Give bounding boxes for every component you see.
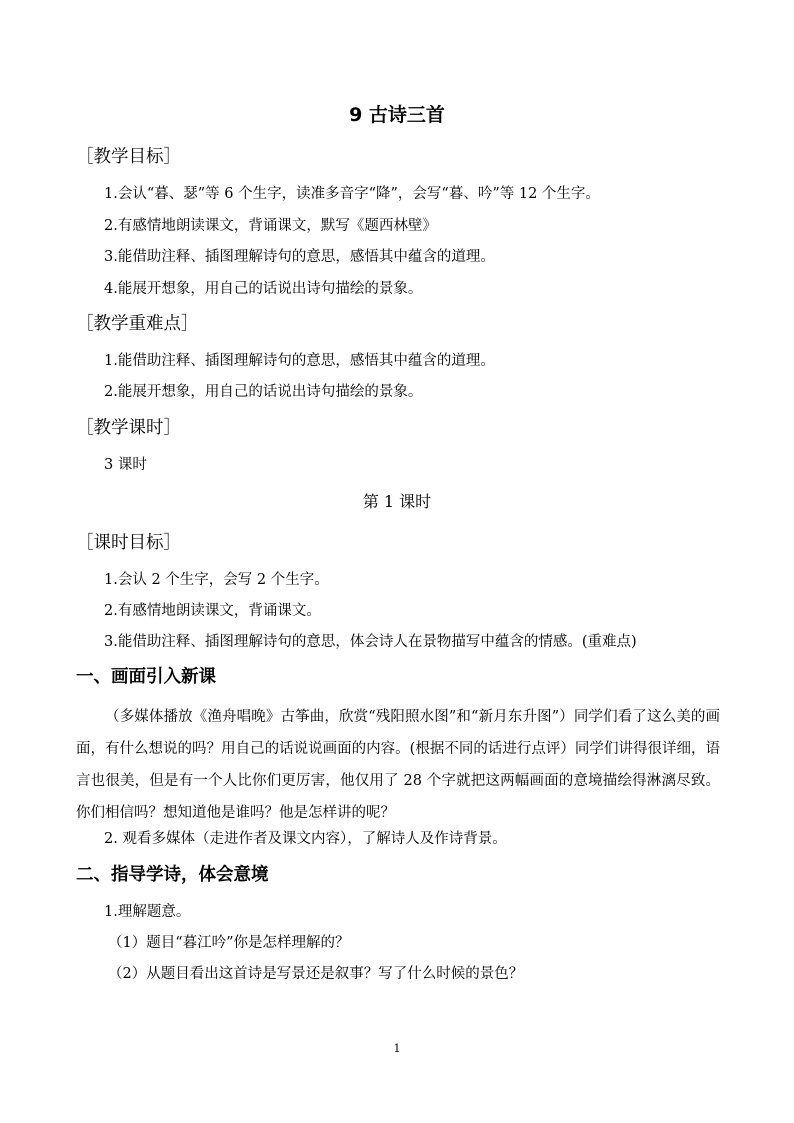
section-one-item: 2. 观看多媒体（走进作者及课文内容），了解诗人及作诗背景。 [104, 831, 507, 847]
goal-item: 3.能借助注释、插图理解诗句的意思，感悟其中蕴含的道理。 [104, 249, 495, 265]
section-one-heading: 一、画面引入新课 [76, 667, 216, 687]
lesson-goal-item: 1.会认 2 个生字，会写 2 个生字。 [104, 572, 329, 588]
class-hours-heading: ［教学课时］ [76, 418, 181, 438]
key-points-heading: ［教学重难点］ [76, 314, 199, 334]
page-number: 1 [393, 1042, 401, 1055]
section-two-item: 1.理解题意。 [104, 904, 191, 920]
goal-item: 1.会认“暮、瑟”等 6 个生字，读准多音字“降”，会写“暮、吟”等 12 个生字。 [104, 186, 600, 202]
lesson-goals-heading: ［课时目标］ [76, 533, 181, 553]
question-item: （2）从题目看出这首诗是写景还是叙事？写了什么时候的景色？ [108, 966, 524, 982]
key-point-item: 1.能借助注释、插图理解诗句的意思，感悟其中蕴含的道理。 [104, 353, 495, 369]
goal-item: 4.能展开想象，用自己的话说出诗句描绘的景象。 [104, 281, 423, 297]
key-point-item: 2.能展开想象，用自己的话说出诗句描绘的景象。 [104, 384, 423, 400]
class-hours-value: 3 课时 [104, 457, 147, 473]
document-title: 9 古诗三首 [349, 104, 445, 126]
section-two-heading: 二、指导学诗，体会意境 [76, 865, 269, 885]
lesson-goal-item: 2.有感情地朗读课文，背诵课文。 [104, 603, 321, 619]
question-item: （1）题目“暮江吟”你是怎样理解的？ [108, 935, 350, 951]
goal-item: 2.有感情地朗读课文，背诵课文，默写《题西林壁》 [104, 218, 437, 234]
teaching-goals-heading: ［教学目标］ [76, 147, 181, 167]
intro-paragraph: （多媒体播放《渔舟唱晚》古筝曲，欣赏“残阳照水图”和“新月东升图”）同学们看了这么美的画面，有什么想说的吗？用自己的话说说画面的内容。(根据不同的话进行点评）同学们讲得很详细，语言也很美，但是有一个人比你们更厉害，他仅用了 28 个字就把这两幅画面的意境描绘得淋漓尽致。你们相信吗？想知道他是谁吗？他是怎样讲的呢？ [76, 709, 720, 821]
lesson-goal-item: 3.能借助注释、插图理解诗句的意思，体会诗人在景物描写中蕴含的情感。(重难点) [104, 634, 637, 650]
lesson-title: 第 1 课时 [362, 492, 432, 511]
